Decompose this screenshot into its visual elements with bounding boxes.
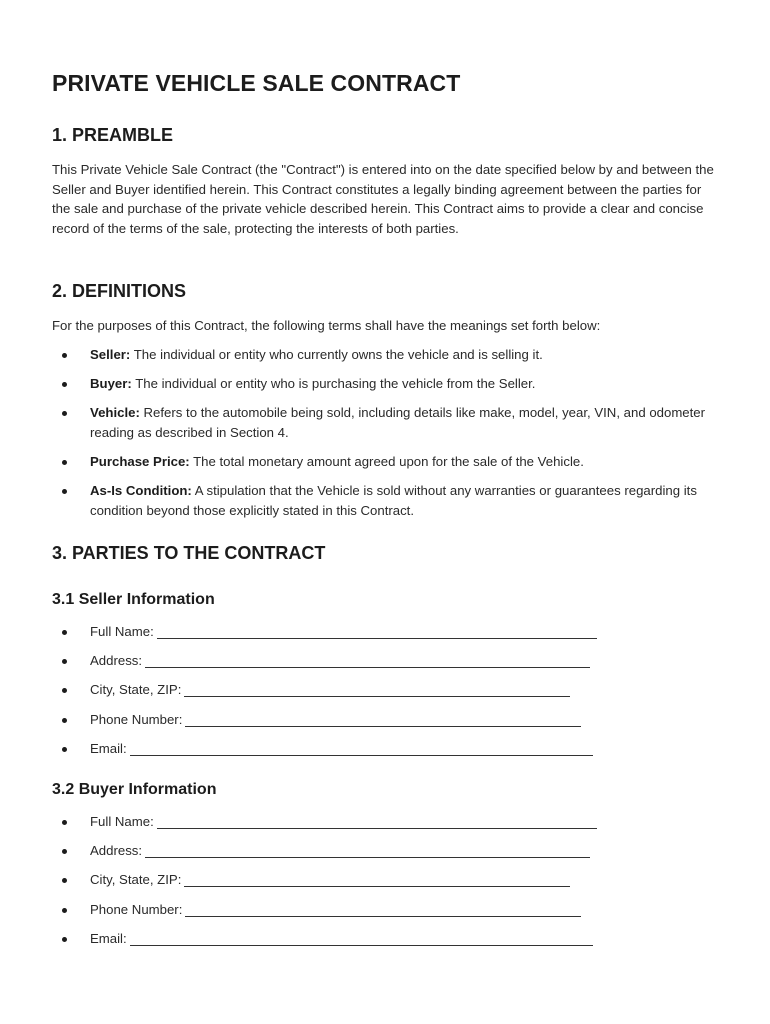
seller-info-list bbox=[52, 622, 722, 768]
bullet-icon bbox=[62, 630, 67, 635]
definition-item-purchase-price bbox=[52, 452, 722, 472]
bullet-icon bbox=[62, 353, 67, 358]
seller-full-name-blank[interactable] bbox=[157, 624, 597, 639]
definition-term: Vehicle: bbox=[90, 405, 140, 421]
bullet-icon bbox=[62, 460, 67, 465]
seller-email-blank[interactable] bbox=[130, 741, 593, 756]
field-label: Address: bbox=[90, 653, 143, 669]
definition-term: Buyer: bbox=[90, 376, 132, 392]
field-label: Phone Number: bbox=[90, 901, 183, 917]
field-label: City, State, ZIP: bbox=[90, 872, 182, 888]
bullet-icon bbox=[62, 849, 67, 854]
bullet-icon bbox=[62, 747, 67, 752]
bullet-icon bbox=[62, 908, 67, 913]
parties-heading: 3. PARTIES TO THE CONTRACT bbox=[52, 543, 326, 563]
buyer-full-name-blank[interactable] bbox=[157, 814, 597, 829]
definition-text: The total monetary amount agreed upon for the sale of the Vehicle. bbox=[189, 454, 584, 470]
seller-city-state-zip-blank[interactable] bbox=[184, 682, 570, 697]
bullet-icon bbox=[62, 688, 67, 693]
definitions-list bbox=[52, 345, 722, 530]
seller-address-row bbox=[52, 651, 722, 671]
bullet-icon bbox=[62, 382, 67, 387]
bullet-icon bbox=[62, 411, 67, 416]
definition-item-as-is-condition bbox=[52, 481, 722, 520]
bullet-icon bbox=[62, 820, 67, 825]
seller-email-row bbox=[52, 739, 722, 759]
definitions-intro: For the purposes of this Contract, the following terms shall have the meanings set forth below: bbox=[52, 318, 601, 333]
bullet-icon bbox=[62, 489, 67, 494]
buyer-address-blank[interactable] bbox=[145, 843, 590, 858]
document-title: PRIVATE VEHICLE SALE CONTRACT bbox=[52, 70, 461, 96]
bullet-icon bbox=[62, 718, 67, 723]
definition-text: A stipulation that the Vehicle is sold without any warranties or guarantees regarding its condition beyond those explicitly stated in this Contract. bbox=[90, 483, 697, 518]
bullet-icon bbox=[62, 937, 67, 942]
field-label: City, State, ZIP: bbox=[90, 682, 182, 698]
buyer-full-name-row bbox=[52, 812, 722, 832]
seller-phone-number-blank[interactable] bbox=[185, 712, 581, 727]
buyer-phone-number-row bbox=[52, 900, 722, 920]
field-label: Email: bbox=[90, 740, 127, 756]
field-label: Email: bbox=[90, 930, 127, 946]
buyer-address-row bbox=[52, 841, 722, 861]
definition-term: Purchase Price: bbox=[90, 454, 190, 470]
seller-address-blank[interactable] bbox=[145, 653, 590, 668]
definition-item-vehicle bbox=[52, 403, 722, 442]
preamble-heading: 1. PREAMBLE bbox=[52, 125, 174, 145]
definition-text: The individual or entity who currently owns the vehicle and is selling it. bbox=[130, 347, 543, 362]
definition-term: Seller: bbox=[90, 347, 131, 362]
buyer-email-row bbox=[52, 929, 722, 949]
buyer-city-state-zip-row bbox=[52, 870, 722, 890]
seller-info-heading: 3.1 Seller Information bbox=[52, 591, 215, 608]
definition-item-buyer bbox=[52, 374, 722, 394]
seller-city-state-zip-row bbox=[52, 680, 722, 700]
buyer-info-heading: 3.2 Buyer Information bbox=[52, 781, 217, 798]
definition-text: The individual or entity who is purchasing the vehicle from the Seller. bbox=[131, 376, 536, 392]
definitions-heading: 2. DEFINITIONS bbox=[52, 281, 187, 301]
buyer-info-list bbox=[52, 812, 722, 958]
field-label: Phone Number: bbox=[90, 711, 183, 727]
preamble-text: This Private Vehicle Sale Contract (the "Contract") is entered into on the date specified below by and between the Seller and Buyer identified herein. This Contract constitutes a legally binding agreement between the parties for the sale and purchase of the private vehicle described herein. This Contract aims to provide a clear and concise record of the terms of the sale, protecting the interests of both parties. bbox=[52, 162, 714, 236]
buyer-city-state-zip-blank[interactable] bbox=[184, 872, 570, 887]
buyer-email-blank[interactable] bbox=[130, 931, 593, 946]
seller-full-name-row bbox=[52, 622, 722, 642]
definition-text: Refers to the automobile being sold, including details like make, model, year, VIN, and odometer reading as described in Section 4. bbox=[90, 405, 706, 440]
field-label: Full Name: bbox=[90, 814, 154, 829]
definition-item-seller bbox=[52, 345, 722, 365]
bullet-icon bbox=[62, 659, 67, 664]
field-label: Full Name: bbox=[90, 624, 154, 639]
field-label: Address: bbox=[90, 843, 143, 859]
definition-term: As-Is Condition: bbox=[90, 483, 192, 499]
buyer-phone-number-blank[interactable] bbox=[185, 902, 581, 917]
seller-phone-number-row bbox=[52, 710, 722, 730]
bullet-icon bbox=[62, 878, 67, 883]
